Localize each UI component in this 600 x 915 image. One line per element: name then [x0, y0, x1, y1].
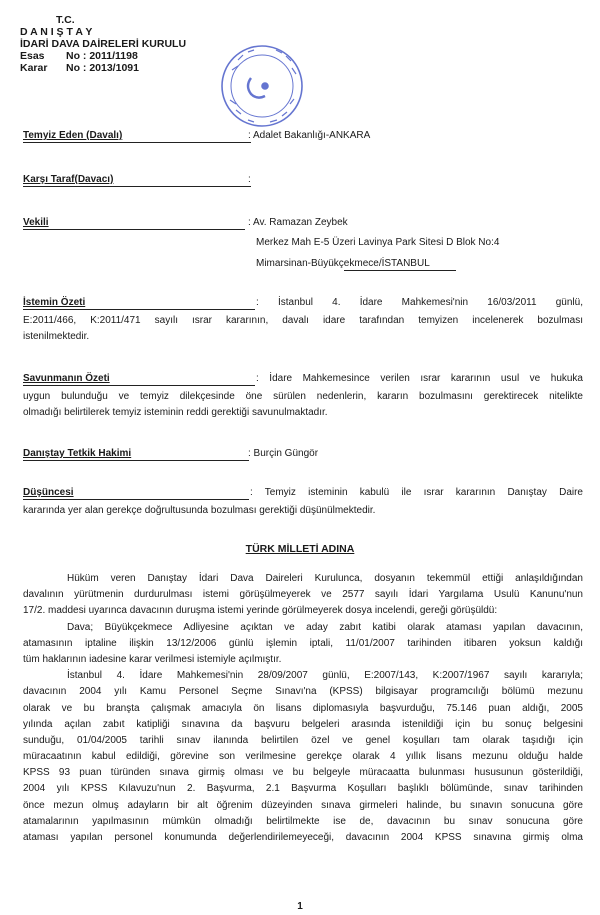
body-line: tüm haklarının iadesine karar verilmesi istemiyle açılmıştır. — [23, 653, 282, 665]
address-line-1: Merkez Mah E-5 Üzeri Lavinya Park Sitesi D Blok No:4 — [256, 237, 500, 248]
judge-underline — [23, 460, 249, 461]
opinion-label: Düşüncesi — [23, 487, 74, 498]
summary-underline — [23, 309, 255, 310]
counsel-label: Vekili — [23, 217, 49, 228]
board-name: İDARİ DAVA DAİRELERİ KURULU — [20, 38, 187, 50]
verdict-title: TÜRK MİLLETİ ADINA — [245, 543, 355, 555]
body-line: Hüküm veren Danıştay İdari Dava Daireleri Kurulunca, dosyanın tekemmül ettiği anlaşıldığından — [67, 573, 583, 584]
body-line: Dava; Büyükçekmece Adliyesine açıktan ve aday zabıt katibi olarak ataması yapılan davacının, — [67, 621, 583, 633]
summary-text — [23, 313, 583, 345]
decision-body — [23, 571, 583, 846]
body-line: İstanbul 4. İdare Mahkemesi'nin 28/09/2007 günlü, E:2007/143, K:2007/1967 sayılı kararıyla; — [67, 670, 583, 682]
body-line: müracaatının kabul edildiği, görevine son verilmesine gerekçe olarak 4 yıllık lisans mezunu olduğu halde — [23, 751, 583, 763]
defense-line-1: : İdare Mahkemesince verilen ısrar kararının usul ve hukuka — [256, 373, 583, 384]
appellant-underline — [23, 142, 251, 143]
body-line: yılında açılan zabıt katipliği sınavına da başvuru belgeleri arasında istenildiği için bu sonuç belgesini — [23, 718, 583, 730]
defense-text — [23, 389, 583, 421]
body-line: önce mezun olmuş adayların bir alt öğrenim düzeyinden sınava girmeleri halinde, bu sınavın sonucuna göre — [23, 799, 583, 811]
body-line: sunduğu, 01/04/2005 tarihli sınav ilanında belirtilen özel ve genel koşulları tam olarak taşıdığı için — [23, 734, 583, 746]
summary-line-2: E:2011/466, K:2011/471 sayılı ısrar kararının, davalı idare tarafından temyizen incelenerek bozulması — [23, 315, 583, 326]
body-line: 2004 yılı KPSS Kılavuzu'nun 2. Başvurma, 2.1 Başvurma Koşulları başlıklı bölümünde, sınav tarihinden — [23, 783, 583, 795]
opinion-underline — [23, 499, 249, 500]
opposing-party-underline — [23, 186, 251, 187]
defense-underline — [23, 385, 255, 386]
opinion-line-1: : Temyiz isteminin kabulü ile ısrar kararının Danıştay Daire — [250, 487, 583, 498]
body-line: ataması yapılan personel konumunda değerlendirilemeyeceği, davacının 2004 KPSS sınavına girmiş olma — [23, 832, 583, 843]
summary-line-3: istenilmektedir. — [23, 331, 90, 343]
karar-label: Karar — [20, 62, 48, 74]
body-line: atamalarının yapılmasının mümkün olmadığı belirtilmekte ise de, davacının bu sınav sonucuna göre — [23, 815, 583, 827]
body-line: olarak ve bu branşta çalışmak amacıyla ön lisans diplomasıyla başvurduğu, 75.146 puan aldığı, 2005 — [23, 702, 583, 714]
body-line: atamasının iptaline ilişkin 13/12/2006 günlü işlemin iptali, 11/01/2007 tarihinden itibaren yoksun kaldığı — [23, 637, 583, 649]
defense-line-3: olmadığı belirtilerek temyiz isteminin reddi gerektiği savunulmaktadır. — [23, 407, 328, 419]
opposing-party-label: Karşı Taraf(Davacı) — [23, 174, 114, 185]
defense-line-2: uygun bulunduğu ve temyiz dilekçesinde öne sürülen nedenlerin, kararın bozulmasını gerektirecek nitelikte — [23, 391, 583, 402]
summary-line-1: : İstanbul 4. İdare Mahkemesi'nin 16/03/2011 günlü, — [256, 297, 583, 308]
appellant-label: Temyiz Eden (Davalı) — [23, 130, 123, 141]
address-underline — [344, 270, 456, 271]
judge-label: Danıştay Tetkik Hakimi — [23, 448, 132, 459]
defense-label: Savunmanın Özeti — [23, 373, 110, 384]
esas-label: Esas — [20, 50, 45, 62]
counsel-value: : Av. Ramazan Zeybek — [248, 217, 348, 228]
opinion-text — [23, 503, 583, 519]
body-line: davalının yürütmenin durdurulması istemi görüşülmeyerek ve 2577 sayılı İdari Yargılama Usulü Kanunu'nun — [23, 589, 583, 601]
appellant-value: : Adalet Bakanlığı-ANKARA — [248, 130, 371, 141]
official-stamp-icon — [218, 40, 306, 132]
opposing-party-value: : — [248, 174, 251, 185]
body-line: 17/2. maddesi uyarınca davacının duruşma istemi yerinde görülmeyerek dosya incelendi, gereği görüşüldü: — [23, 605, 498, 617]
page-number: 1 — [297, 901, 303, 912]
body-line: KPSS 93 puan türünden sınava girmiş olması ve bu belgeyle müracaatta bulunması hususunun gösterildiği, — [23, 767, 583, 779]
tc-label: T.C. — [56, 14, 75, 26]
counsel-underline — [23, 229, 245, 230]
address-line-2: Mimarsinan-Büyükçekmece/İSTANBUL — [256, 258, 430, 269]
judge-value: : Burçin Güngör — [248, 448, 319, 459]
esas-value: No : 2011/1198 — [66, 50, 138, 62]
opinion-line-2: kararında yer alan gerekçe doğrultusunda bozulması gerektiği düşünülmektedir. — [23, 505, 376, 516]
karar-value: No : 2013/1091 — [66, 62, 139, 74]
summary-label: İstemin Özeti — [23, 297, 86, 308]
court-name: D A N I Ş T A Y — [20, 26, 93, 38]
body-line: davacının 2004 yılı Kamu Personel Seçme Sınavı'na (KPSS) bilgisayar programcılığı bölümü mezunu — [23, 686, 583, 698]
